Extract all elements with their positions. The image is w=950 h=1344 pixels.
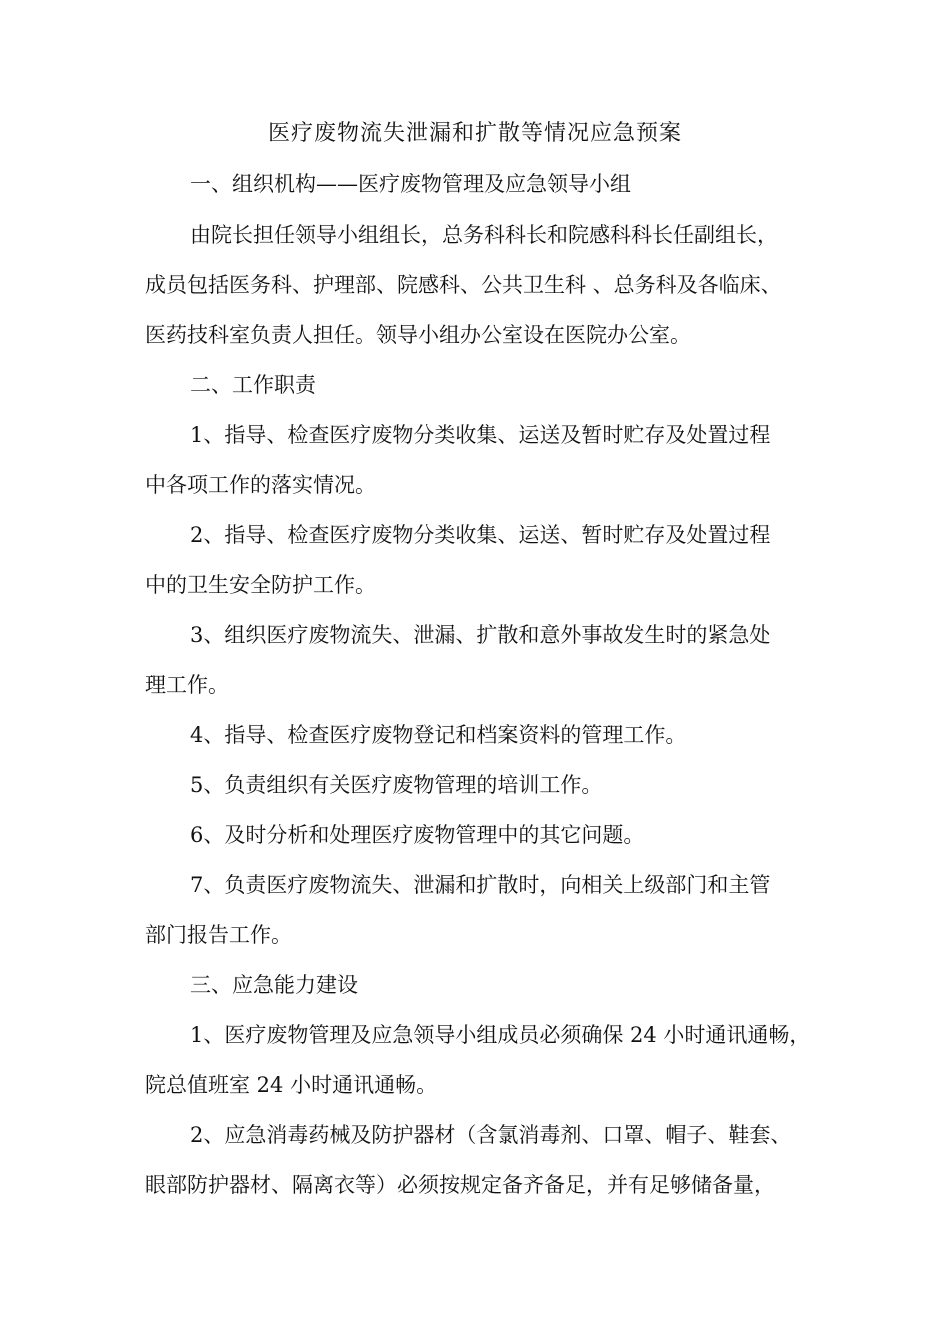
paragraph-line: 医药技科室负责人担任。领导小组办公室设在医院办公室。 (145, 323, 691, 347)
paragraph-line: 理工作。 (145, 673, 229, 697)
paragraph-line: 2、应急消毒药械及防护器材（含氯消毒剂、口罩、帽子、鞋套、 (190, 1123, 792, 1147)
paragraph-line: 6、及时分析和处理医疗废物管理中的其它问题。 (190, 823, 645, 847)
paragraph-line: 由院长担任领导小组组长，总务科科长和院感科科长任副组长， (190, 223, 778, 247)
paragraph-line: 中各项工作的落实情况。 (145, 473, 376, 497)
paragraph-line: 5、负责组织有关医疗废物管理的培训工作。 (190, 773, 603, 797)
paragraph-line: 院总值班室 24 小时通讯通畅。 (145, 1073, 438, 1097)
paragraph-line: 2、指导、检查医疗废物分类收集、运送、暂时贮存及处置过程 (190, 523, 771, 547)
paragraph-line: 1、医疗废物管理及应急领导小组成员必须确保 24 小时通讯通畅， (190, 1023, 811, 1047)
section-heading-3: 三、应急能力建设 (190, 973, 358, 997)
section-heading-1: 一、组织机构——医疗废物管理及应急领导小组 (190, 172, 631, 196)
paragraph-line: 眼部防护器材、隔离衣等）必须按规定备齐备足，并有足够储备量， (145, 1173, 775, 1197)
paragraph-line: 成员包括医务科、护理部、院感科、公共卫生科 、总务科及各临床、 (145, 273, 782, 297)
paragraph-line: 部门报告工作。 (145, 923, 292, 947)
paragraph-line: 7、负责医疗废物流失、泄漏和扩散时，向相关上级部门和主管 (190, 873, 771, 897)
paragraph-line: 中的卫生安全防护工作。 (145, 573, 376, 597)
paragraph-line: 4、指导、检查医疗废物登记和档案资料的管理工作。 (190, 723, 687, 747)
section-heading-2: 二、工作职责 (190, 373, 316, 397)
paragraph-line: 3、组织医疗废物流失、泄漏、扩散和意外事故发生时的紧急处 (190, 623, 771, 647)
document-title: 医疗废物流失泄漏和扩散等情况应急预案 (267, 121, 682, 146)
paragraph-line: 1、指导、检查医疗废物分类收集、运送及暂时贮存及处置过程 (190, 423, 771, 447)
